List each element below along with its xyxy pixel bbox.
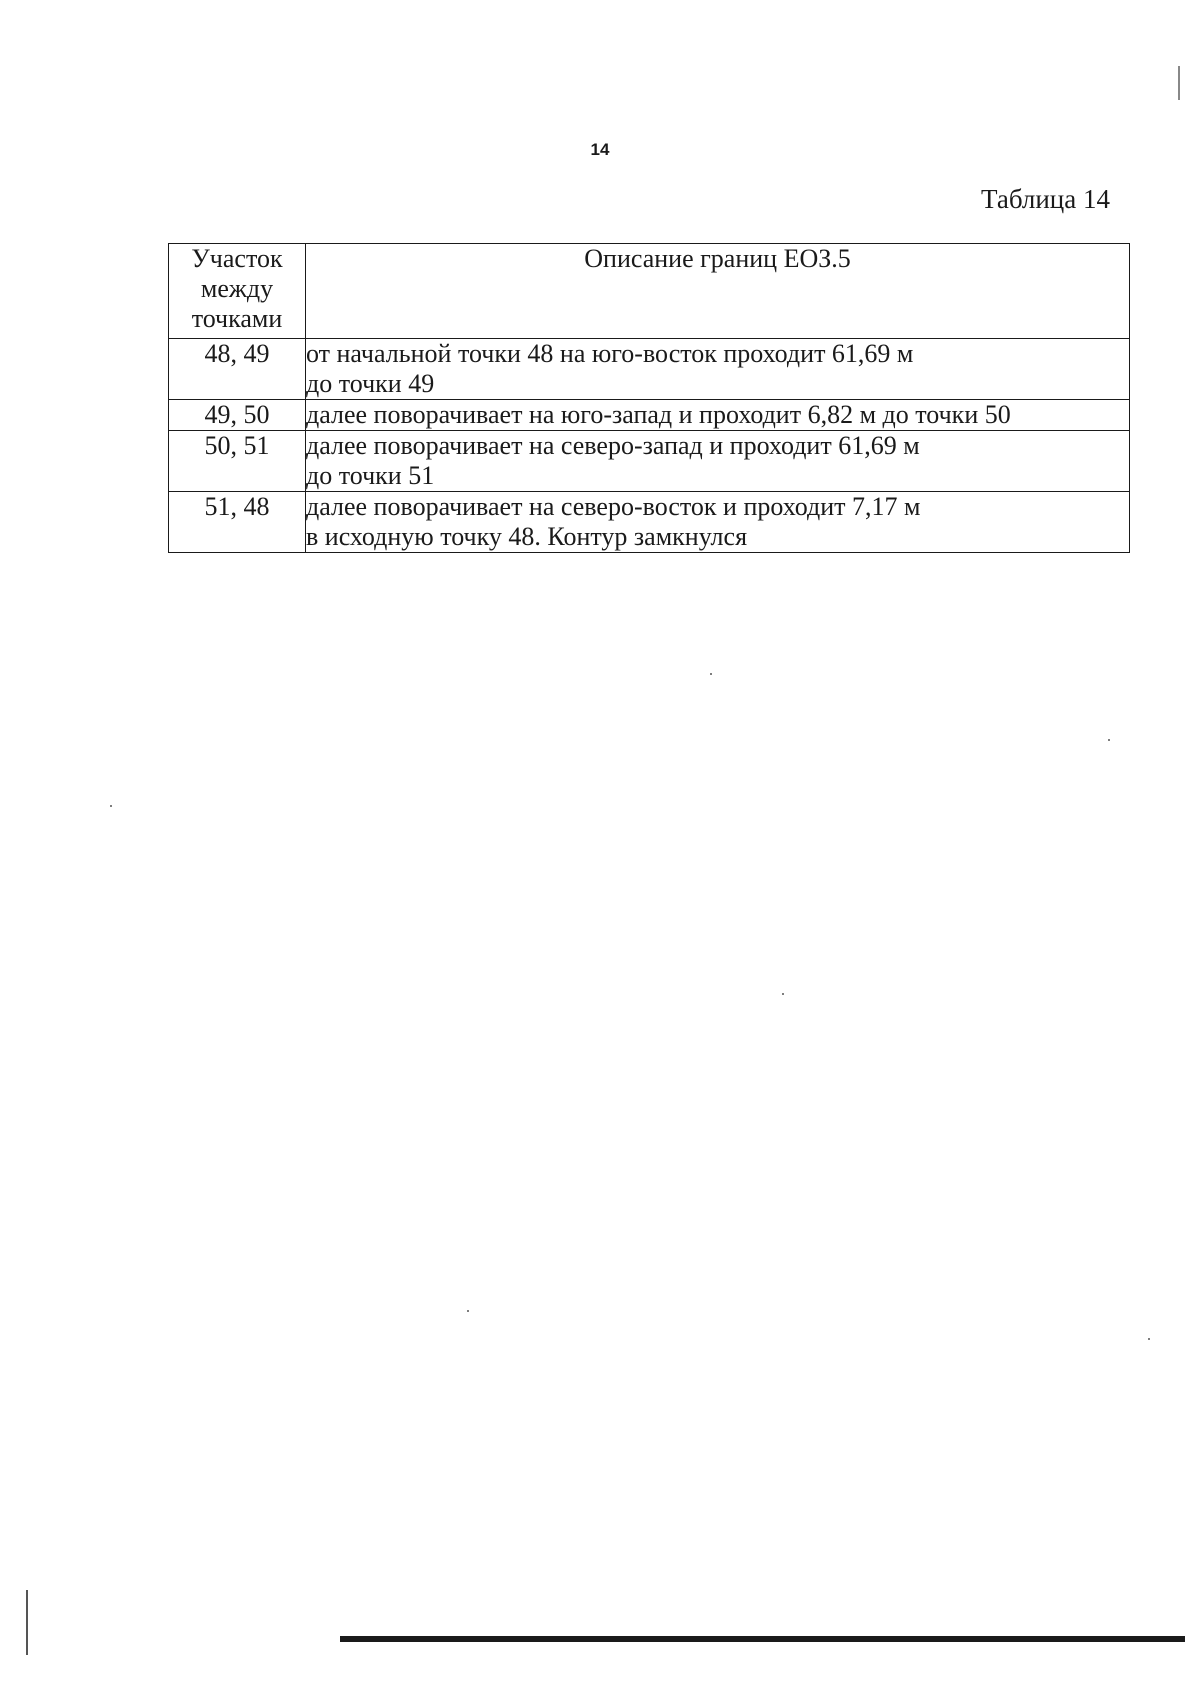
scan-speck — [710, 673, 712, 675]
table-row — [169, 431, 1130, 492]
description-cell — [306, 492, 1130, 553]
scan-speck — [782, 993, 784, 995]
table-caption: Таблица 14 — [981, 184, 1110, 214]
segment-cell: 48, 49 — [169, 339, 306, 400]
scan-edge-mark — [26, 1590, 28, 1655]
description-line: в исходную точку 48. Контур замкнулся — [306, 522, 748, 551]
segment-cell: 49, 50 — [169, 400, 306, 431]
description-line: до точки 49 — [306, 369, 435, 398]
scan-speck — [110, 805, 112, 807]
description-cell — [306, 400, 1130, 431]
scan-edge-mark — [1178, 66, 1180, 100]
segment-cell: 50, 51 — [169, 431, 306, 492]
table-row — [169, 339, 1130, 400]
description-line: далее поворачивает на юго-запад и проходит 6,82 м до точки 50 — [306, 400, 1011, 429]
boundary-description-table — [168, 243, 1130, 553]
scan-speck — [467, 1310, 469, 1312]
scan-speck — [1108, 739, 1110, 741]
description-line: от начальной точки 48 на юго-восток проходит 61,69 м — [306, 339, 914, 368]
bottom-scan-rule — [340, 1636, 1185, 1642]
page-number: 14 — [590, 140, 610, 159]
table-header-row — [169, 244, 1130, 339]
table-row — [169, 492, 1130, 553]
description-line: далее поворачивает на северо-запад и проходит 61,69 м — [306, 431, 920, 460]
table-row — [169, 400, 1130, 431]
description-line: до точки 51 — [306, 461, 435, 490]
segment-header-line: между — [200, 274, 274, 303]
description-cell — [306, 431, 1130, 492]
segment-header-line: Участок — [191, 244, 283, 273]
description-cell — [306, 339, 1130, 400]
segment-cell: 51, 48 — [169, 492, 306, 553]
segment-header-line: точками — [191, 304, 283, 333]
description-column-header: Описание границ ЕОЗ.5 — [306, 244, 1130, 339]
description-line: далее поворачивает на северо-восток и проходит 7,17 м — [306, 492, 921, 521]
segment-column-header — [169, 244, 306, 339]
scan-speck — [1148, 1338, 1150, 1340]
